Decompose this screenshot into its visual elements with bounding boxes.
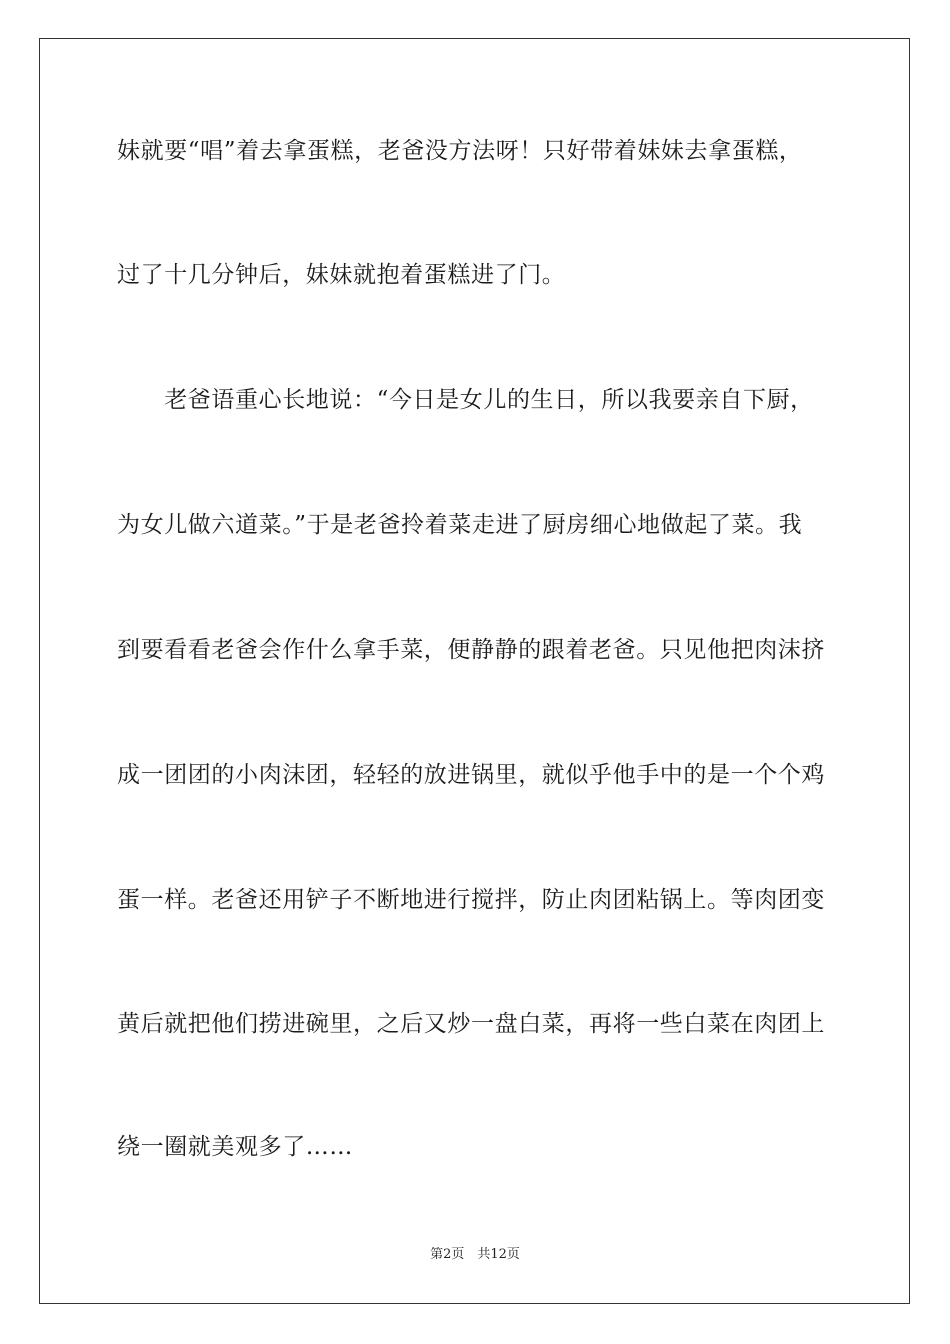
page-border [39, 38, 910, 1304]
text-line: 老爸语重心长地说：“今日是女儿的生日，所以我要亲自下厨， [117, 387, 814, 413]
text-line: 蛋一样。老爸还用铲子不断地进行搅拌，防止肉团粘锅上。等肉团变 [117, 887, 825, 913]
text-line: 黄后就把他们捞进碗里，之后又炒一盘白菜，再将一些白菜在肉团上 [117, 1011, 825, 1037]
text-line: 妹就要“唱”着去拿蛋糕，老爸没方法呀！只好带着妹妹去拿蛋糕， [117, 138, 803, 164]
text-line: 成一团团的小肉沫团，轻轻的放进锅里，就似乎他手中的是一个个鸡 [117, 762, 825, 788]
text-line: 到要看看老爸会作什么拿手菜，便静静的跟着老爸。只见他把肉沫挤 [117, 637, 825, 663]
text-line: 绕一圈就美观多了…… [117, 1134, 353, 1160]
text-line: 过了十几分钟后，妹妹就抱着蛋糕进了门。 [117, 262, 566, 288]
page-number-footer: 第2页 共12页 [430, 1247, 520, 1262]
text-line: 为女儿做六道菜。”于是老爸拎着菜走进了厨房细心地做起了菜。我 [117, 512, 803, 538]
